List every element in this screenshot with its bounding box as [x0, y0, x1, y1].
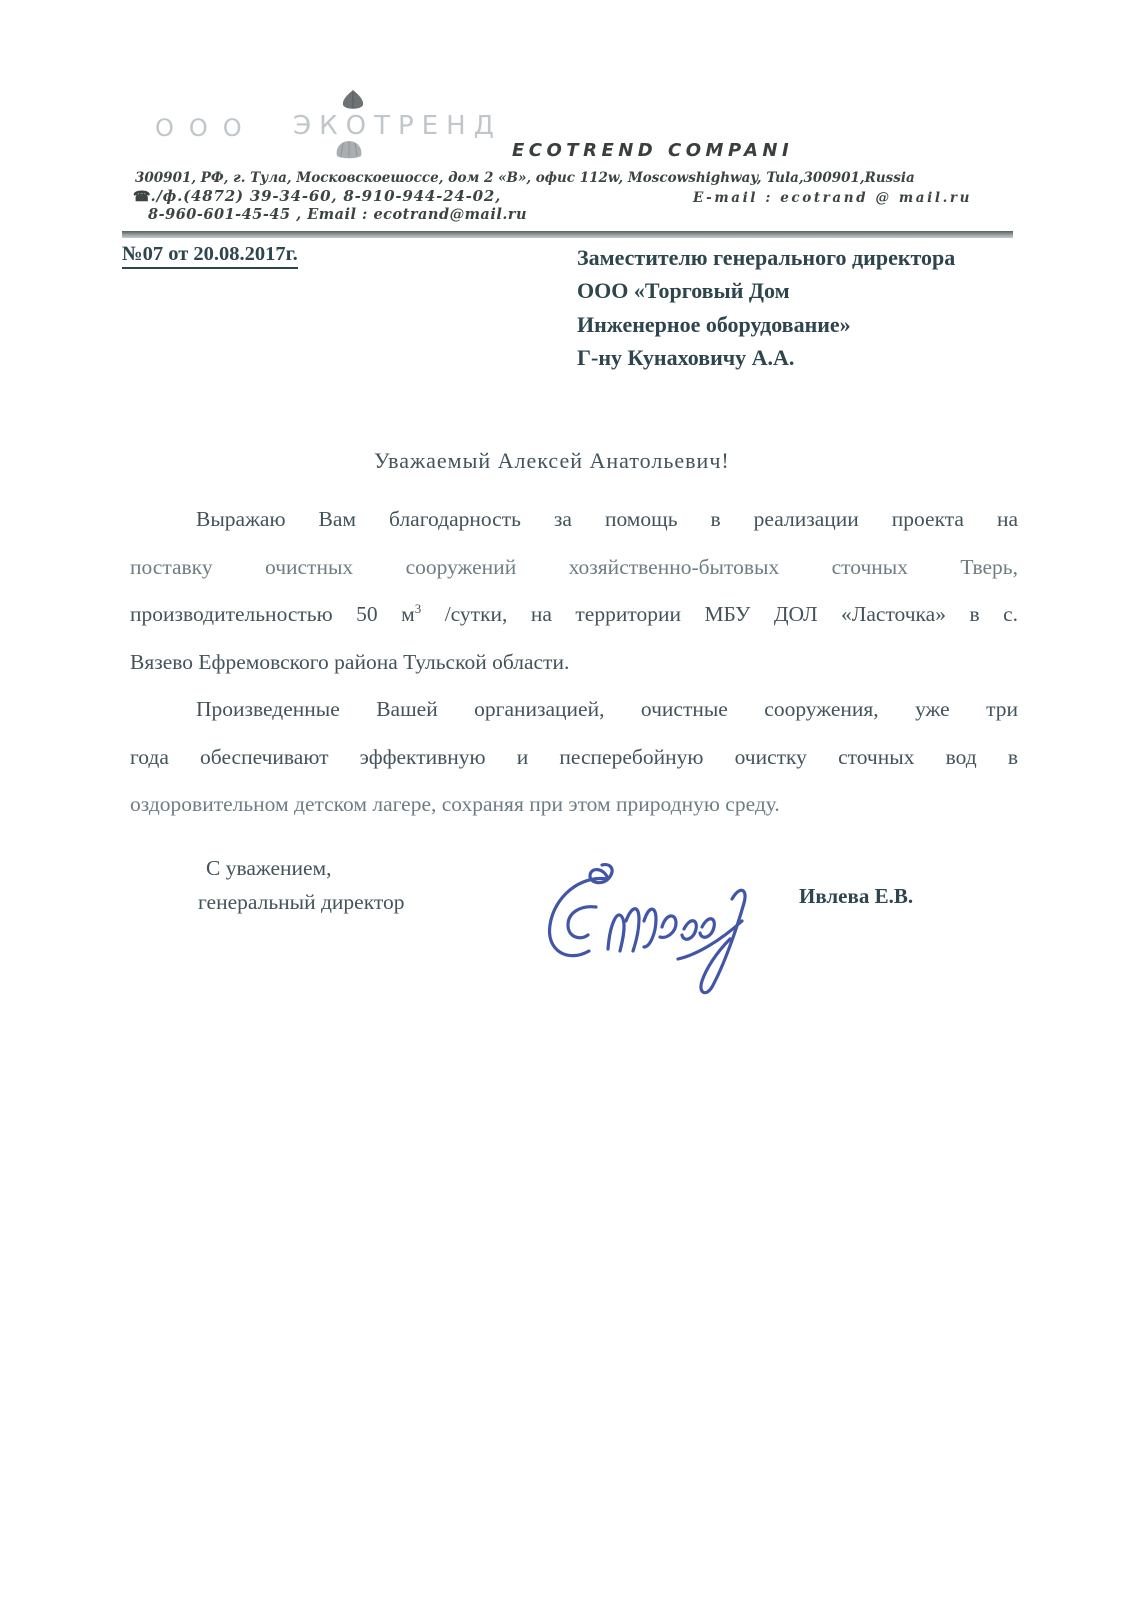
body-line: Вязево Ефремовского района Тульской области. — [130, 649, 570, 674]
recipient-line: ООО «Торговый Дом — [577, 278, 790, 304]
reference-number-date: №07 от 20.08.2017г. — [122, 243, 298, 269]
closing-title: генеральный директор — [198, 889, 405, 914]
salutation: Уважаемый Алексей Анатольевич! — [374, 448, 730, 473]
letterhead-divider — [122, 231, 1013, 238]
letter-body — [130, 496, 1018, 829]
company-title: ECOTREND COMPANI — [512, 140, 794, 161]
company-phones-text: ./ф.(4872) 39-34-60, 8-910-944-24-02, — [150, 187, 502, 205]
recipient-block — [577, 241, 1037, 375]
company-address: 300901, РФ, г. Тула, Московскоешоссе, дом 2 «В», офис 112w, Moscowshighway, Tula,300901,Russia — [135, 170, 915, 186]
recipient-line: Г-ну Кунаховичу А.А. — [577, 345, 795, 371]
body-line-segment: производительностью 50 м — [130, 602, 415, 626]
signer-name: Ивлева Е.В. — [799, 884, 914, 908]
closing-block — [198, 852, 405, 919]
phone-icon: ☎ — [133, 189, 151, 205]
body-line: Произведенные Вашей организацией, очистные сооружения, уже три — [196, 697, 1018, 721]
shell-icon — [333, 140, 365, 159]
recipient-line: Инженерное оборудование» — [577, 311, 851, 337]
handwritten-signature — [492, 856, 760, 998]
body-line-segment: /сутки, на территории МБУ ДОЛ «Ласточка» в с. — [421, 602, 1018, 626]
company-email-right: E-mail : ecotrand @ mail.ru — [693, 190, 972, 206]
logo-company-name: ЭКОТРЕНД — [293, 111, 502, 141]
body-line: Выражаю Вам благодарность за помощь в реализации проекта на — [196, 507, 1018, 531]
closing-regards: С уважением, — [206, 856, 332, 880]
company-phones — [133, 187, 501, 205]
body-line — [130, 591, 1018, 639]
body-line: поставку очистных сооружений хозяйственно-бытовых сточных Тверь, — [130, 554, 1018, 579]
body-line: года обеспечивают эффективную и песперебойную очистку сточных вод в — [130, 744, 1018, 769]
superscript-3: 3 — [414, 600, 422, 616]
leaf-icon — [339, 90, 367, 110]
recipient-line: Заместителю генерального директора — [577, 245, 956, 270]
body-line: оздоровительном детском лагере, сохраняя при этом природную среду. — [130, 792, 780, 816]
company-logo — [155, 90, 502, 165]
company-phones-2: 8-960-601-45-45 , Email : ecotrand@mail.ru — [148, 206, 528, 223]
logo-org-prefix: ООО — [155, 114, 257, 142]
